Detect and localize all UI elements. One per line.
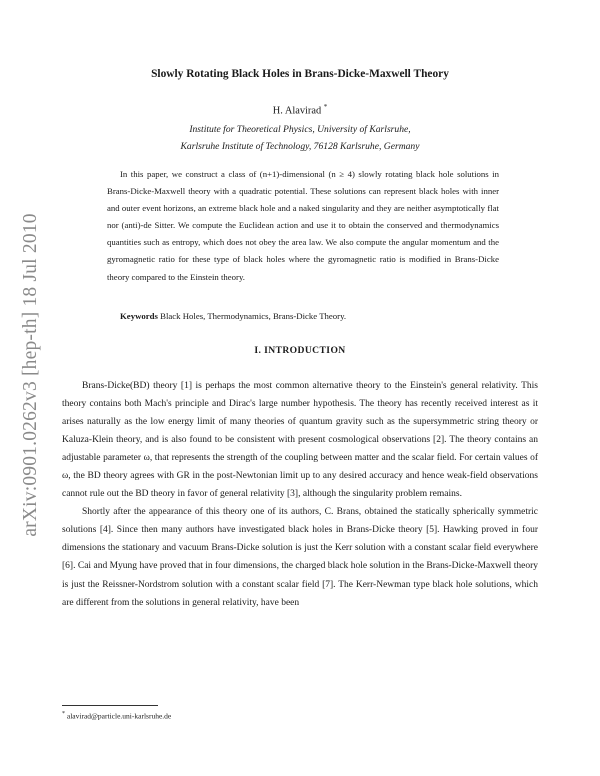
arxiv-identifier-text: arXiv:0901.0262v3 [hep-th] 18 Jul 2010 (20, 213, 41, 537)
footnote-mark: * (62, 711, 65, 717)
arxiv-identifier (8, 195, 54, 555)
paragraph: Shortly after the appearance of this theory one of its authors, C. Brans, obtained the statically spherically symmetric solutions [4]. Since then many authors have investigated black holes in Brans-Dicke theory [5]. Hawking proved in four dimensions the stationary and vacuum Brans-Dicke solution is just the Kerr solution with a constant scalar field everywhere [6]. Cai and Myung have proved that in four dimensions, the charged black hole solution in the Brans-Dicke-Maxwell theory is just the Reissner-Nordstrom solution with a constant scalar field [7]. The Kerr-Newman type black hole solutions, which are different from the solutions in general relativity, have been (62, 507, 538, 608)
body-text (62, 377, 538, 612)
footnote-email: alavirad@particle.uni-karlsruhe.de (66, 711, 172, 721)
keywords (107, 308, 499, 325)
author-footnote-mark: * (323, 103, 328, 111)
abstract (107, 166, 499, 286)
affiliation-line-2: Karlsruhe Institute of Technology, 76128 Karlsruhe, Germany (180, 141, 420, 152)
footnote (62, 711, 171, 721)
keywords-text: Black Holes, Thermodynamics, Brans-Dicke Theory. (160, 311, 347, 321)
section-heading: I. INTRODUCTION (254, 345, 346, 356)
footnote-rule (62, 705, 158, 706)
affiliation-line-1: Institute for Theoretical Physics, University of Karlsruhe, (189, 124, 411, 135)
paragraph: Brans-Dicke(BD) theory [1] is perhaps the most common alternative theory to the Einstein's general relativity. This theory contains both Mach's principle and Dirac's large number hypothesis. The theory has recently received interest as it arises naturally as the low energy limit of many theories of quantum gravity such as the supersymmetric string theory or Kaluza-Klein theory, and is also found to be consistent with present cosmological observations [2]. The theory contains an adjustable parameter ω, that represents the strength of the coupling between matter and the scalar field. For certain values of ω, the BD theory agrees with GR in the post-Newtonian limit up to any desired accuracy and hence weak-field observations cannot rule out the BD theory in favor of general relativity [3], although the singularity problem remains. (62, 381, 538, 500)
keywords-label: Keywords (120, 311, 158, 321)
abstract-text: In this paper, we construct a class of (n+1)-dimensional (n ≥ 4) slowly rotating black hole solutions in Brans-Dicke-Maxwell theory with a quadratic potential. These solutions can represent black holes with inner and outer event horizons, an extreme black hole and a naked singularity and they are neither asymptotically flat nor (anti)-de Sitter. We compute the Euclidean action and use it to obtain the conserved and thermodynamics quantities such as entropy, which does not obey the area law. We also compute the angular momentum and the gyromagnetic ratio for these type of black holes where the gyromagnetic ratio is modified in Brans-Dicke theory compared to the Einstein theory. (107, 169, 499, 282)
author-line (60, 103, 540, 116)
author-name: H. Alavirad (272, 105, 322, 117)
paper-title: Slowly Rotating Black Holes in Brans-Dicke-Maxwell Theory (151, 68, 449, 80)
